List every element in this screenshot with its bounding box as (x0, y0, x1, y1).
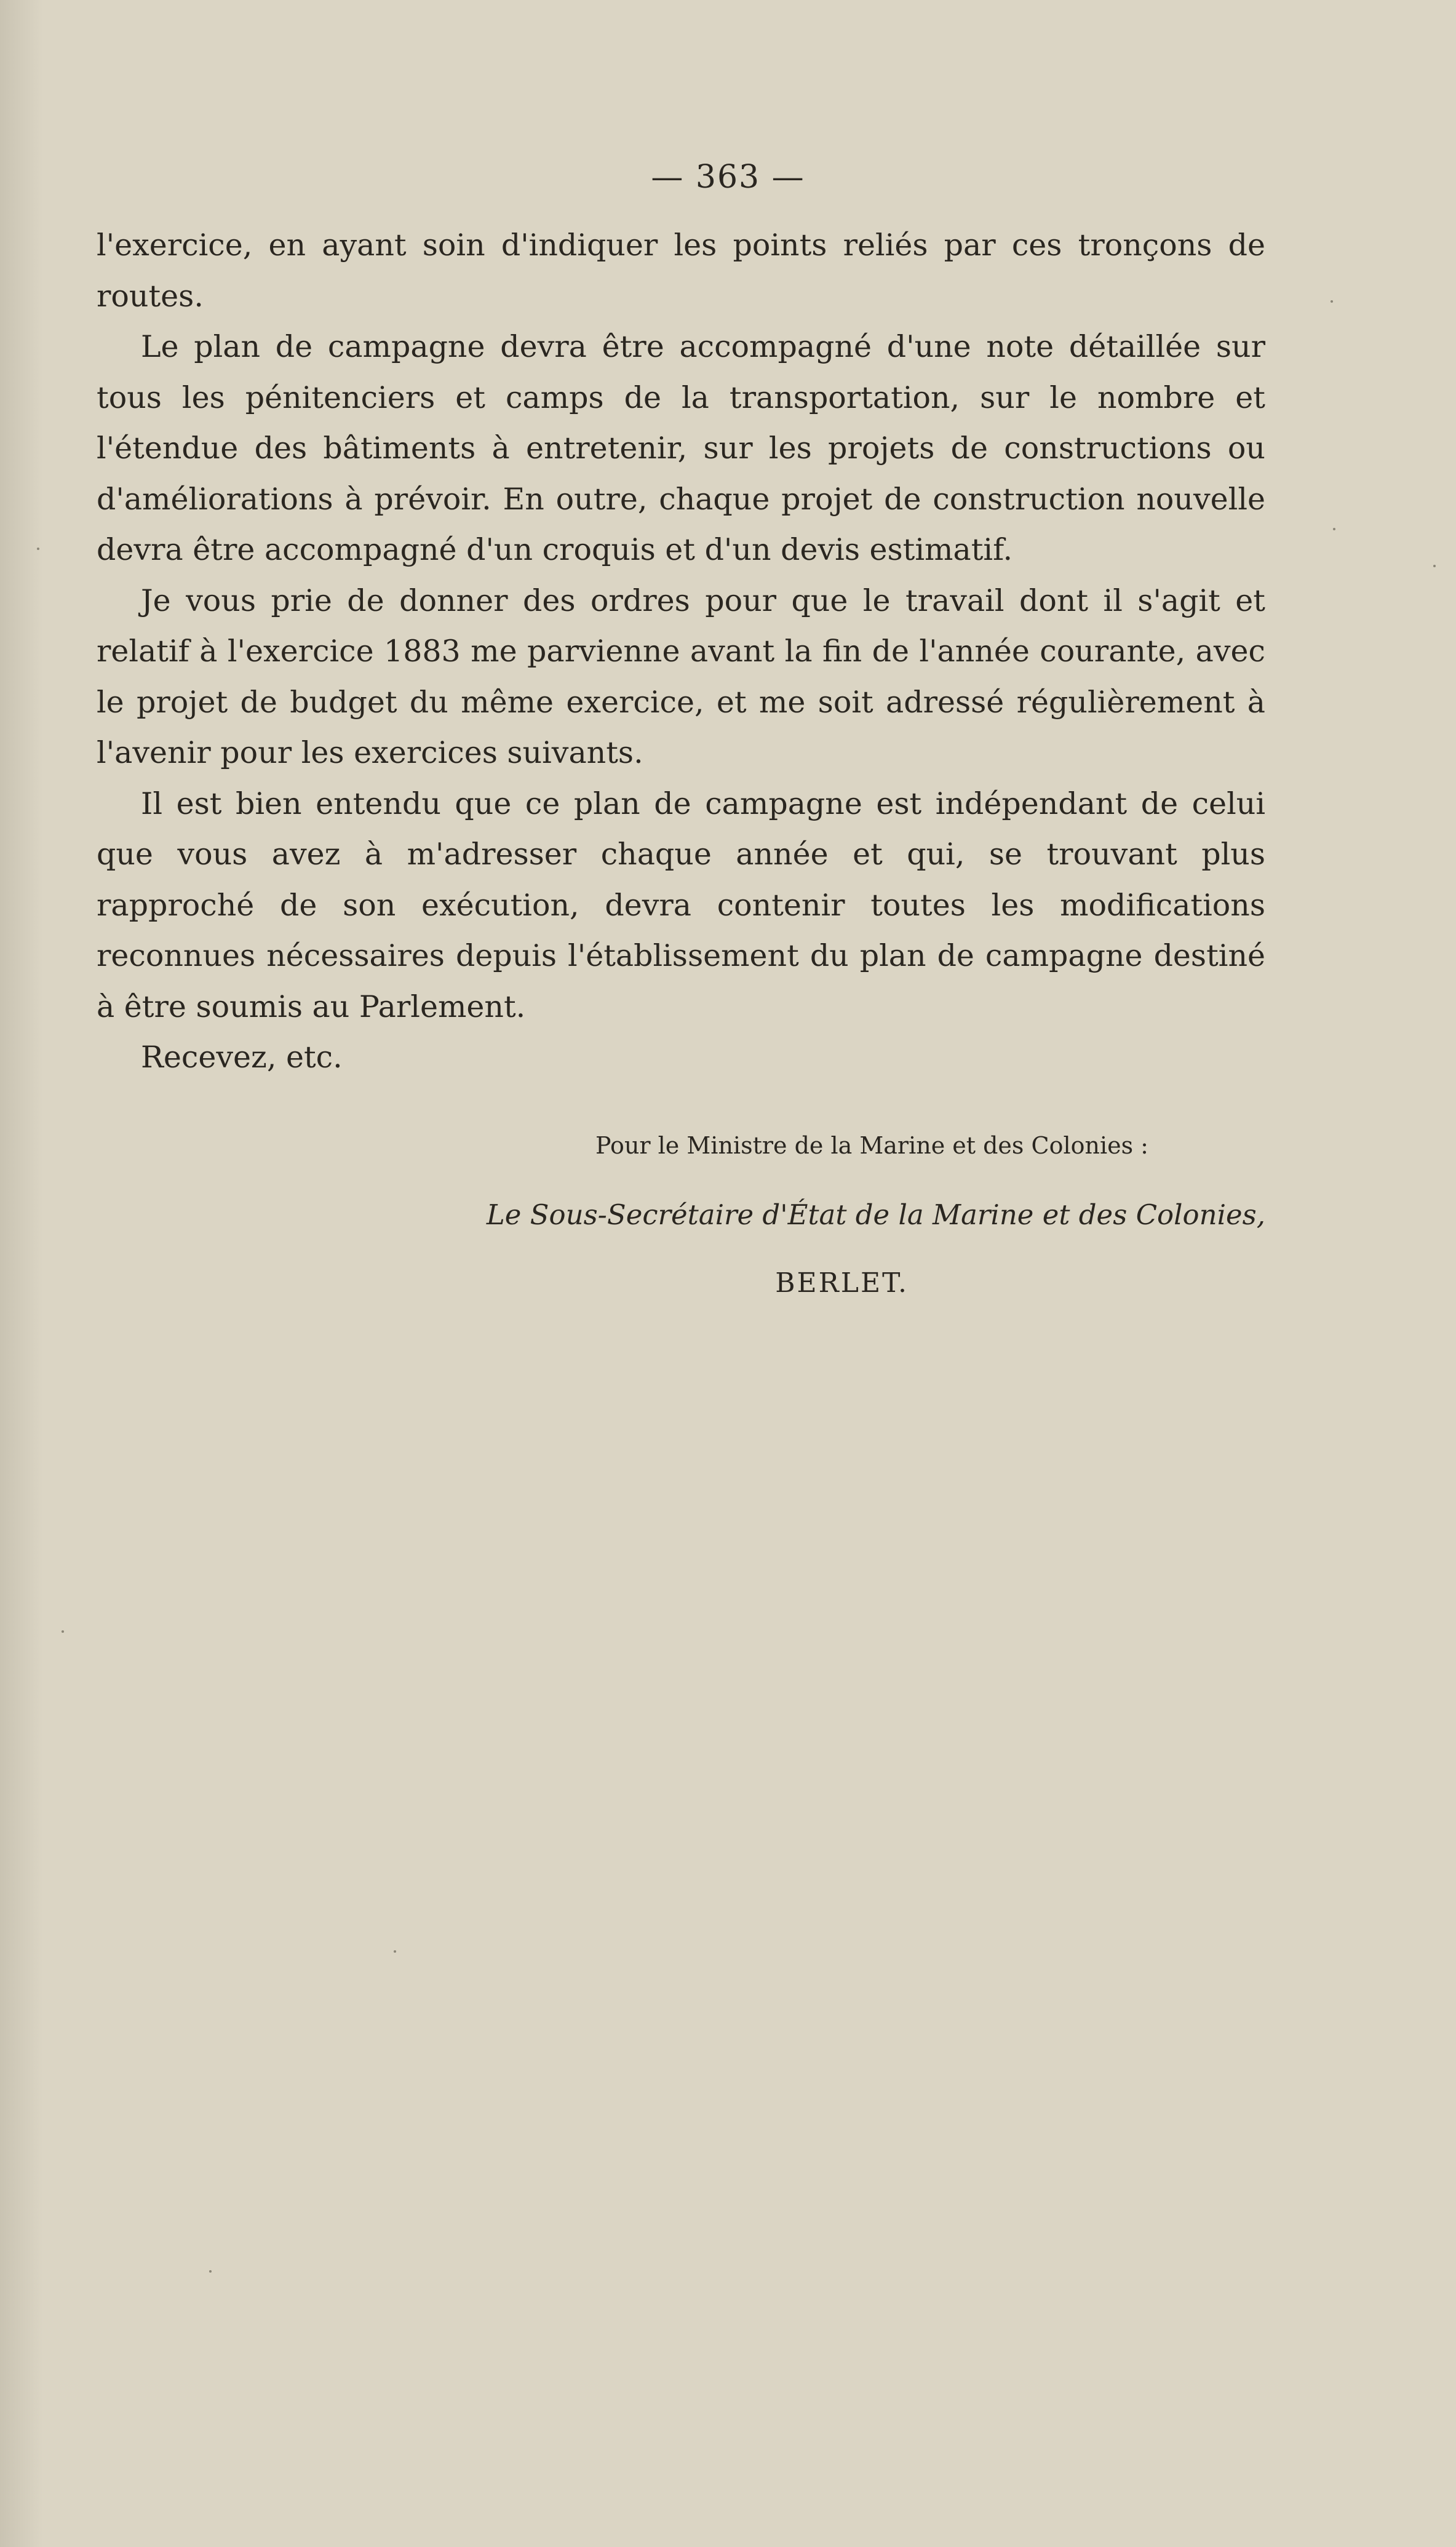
paragraph-ordres: Je vous prie de donner des ordres pour que le travail dont il s'agit et relatif à l'exercice 1883 me parvienne avant la fin de l'année courante, avec le projet de budget du même exercice, et me soit adressé régulièrement à l'avenir pour les exercices suivants. (97, 583, 1265, 770)
page-number: — 363 — (651, 159, 805, 196)
paper-speck (1331, 300, 1333, 303)
paper-speck (209, 2270, 212, 2273)
signature-title: Le Sous-Secrétaire d'État de la Marine et des Colonies, (486, 1198, 1265, 1231)
signature-pour: Pour le Ministre de la Marine et des Colonies : (595, 1132, 1148, 1159)
paper-speck (394, 1950, 396, 1953)
paper-speck (62, 1630, 64, 1633)
paragraph-plan-campagne: Le plan de campagne devra être accompagné d'une note détaillée sur tous les pénitenciers et camps de la transportation, sur le nombre et l'étendue des bâtiments à entretenir, sur les projets de constructions ou d'améliorations à prévoir. En outre, chaque projet de construction nouvelle devra être accompagné d'un croquis et d'un devis estimatif. (97, 329, 1265, 567)
body-text (97, 220, 1265, 1083)
paper-speck (1333, 528, 1335, 530)
paragraph-continuation: l'exercice, en ayant soin d'indiquer les points reliés par ces tronçons de routes. (97, 228, 1265, 314)
page-edge-shadow (0, 0, 43, 2547)
paragraph-independant: Il est bien entendu que ce plan de campagne est indépendant de celui que vous avez à m'adresser chaque année et qui, se trouvant plus rapproché de son exécution, devra contenir toutes les modifications reconnues nécessaires depuis l'établissement du plan de campagne destiné à être soumis au Parlement. (97, 786, 1265, 1024)
paragraph-recevez: Recevez, etc. (141, 1040, 343, 1075)
signature-name: BERLET. (775, 1267, 909, 1299)
paper-speck (1433, 565, 1436, 567)
paper-speck (37, 548, 39, 550)
